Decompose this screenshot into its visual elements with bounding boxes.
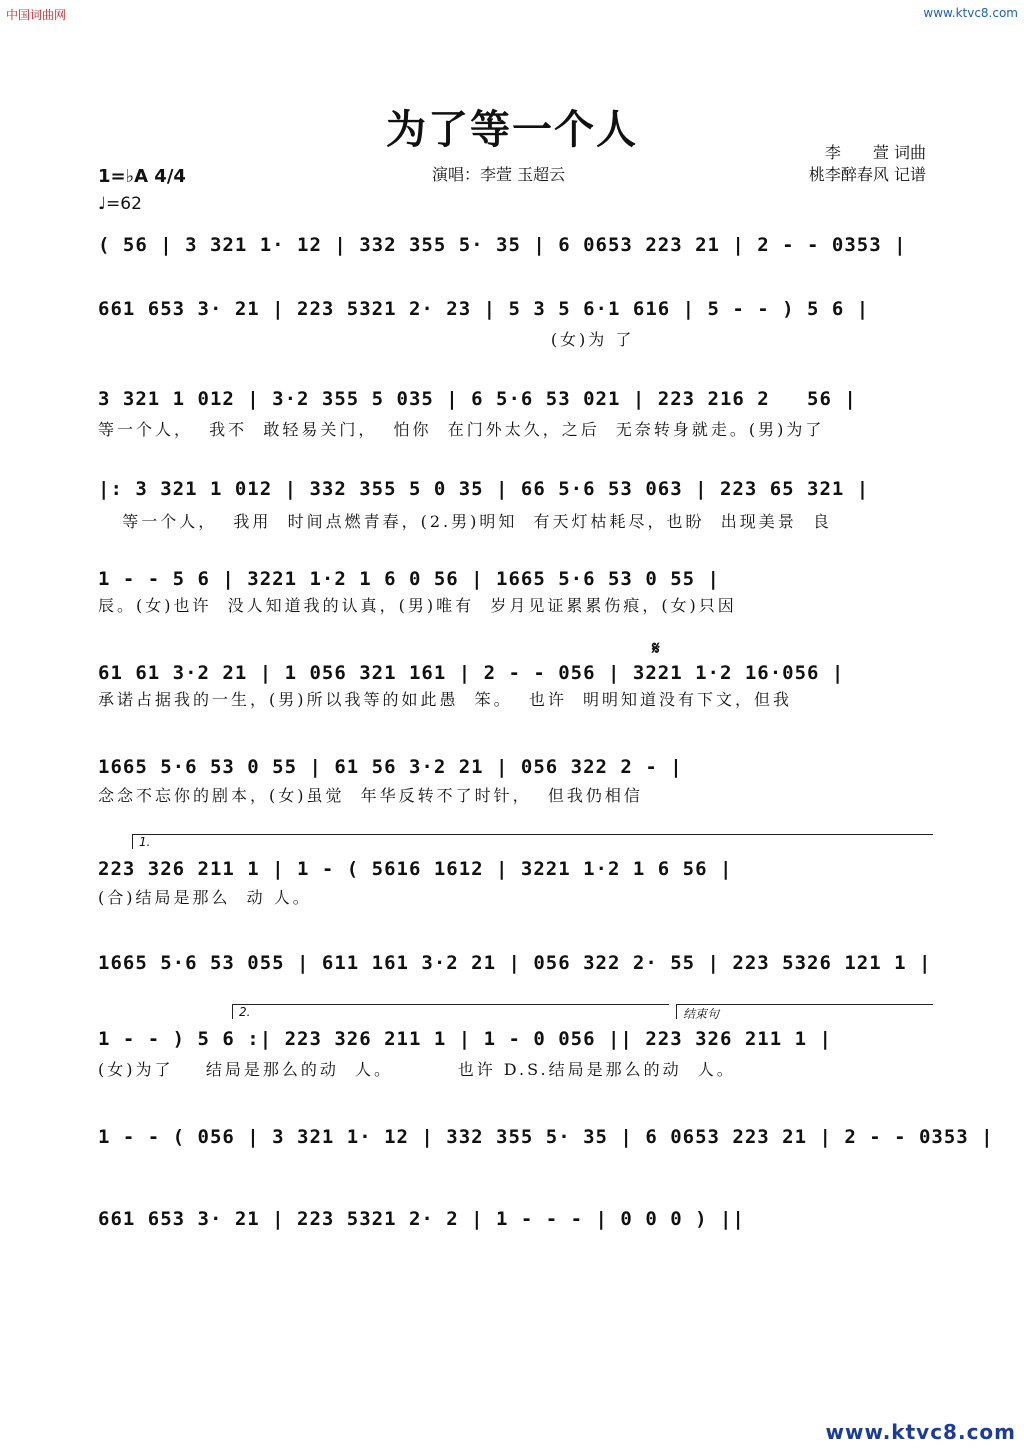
lyrics-row-2: (女)为 了 [98, 330, 635, 349]
site-url[interactable]: www.ktvc8.com [923, 6, 1018, 20]
site-logo-text[interactable]: 中国词曲网 [6, 8, 67, 22]
notation-row-10: 1 - - ) 5 6 :| 223 326 211 1 | 1 - 0 056 || 223 326 211 1 | [98, 1028, 832, 1050]
volta-second-ending: 2. [232, 1004, 669, 1019]
lyrics-row-5: 辰。(女)也许 没人知道我的认真，(男)唯有 岁月见证累累伤痕，(女)只因 [98, 596, 737, 615]
notation-row-6: 61 61 3·2 21 | 1 056 321 161 | 2 - - 056 | 3221 1·2 16·056 | [98, 662, 845, 684]
lyrics-row-3: 等一个人， 我不 敢轻易关门， 怕你 在门外太久，之后 无奈转身就走。(男)为了 [98, 420, 825, 439]
song-title: 为了等一个人 [386, 106, 638, 153]
tempo-marking: ♩=62 [98, 194, 142, 214]
notation-row-5: 1 - - 5 6 | 3221 1·2 1 6 0 56 | 1665 5·6 53 0 55 | [98, 568, 720, 590]
key-signature: 1=♭A 4/4 [98, 166, 186, 187]
credit-lyrics-music: 李 萱 词曲 [824, 143, 926, 162]
notation-row-9: 1665 5·6 53 055 | 611 161 3·2 21 | 056 322 2· 55 | 223 5326 121 1 | [98, 952, 932, 974]
singers: 演唱：李萱 玉超云 [432, 165, 566, 184]
lyrics-row-8: (合)结局是那么 动 人。 [98, 888, 312, 907]
notation-row-8: 223 326 211 1 | 1 - ( 5616 1612 | 3221 1·2 1 6 56 | [98, 858, 733, 880]
bottom-watermark: www.ktvc8.com [825, 1420, 1016, 1444]
ending-label: 结束句 [676, 1004, 933, 1019]
notation-row-2: 661 653 3· 21 | 223 5321 2· 23 | 5 3 5 6·1 616 | 5 - - ) 5 6 | [98, 298, 870, 320]
lyrics-row-4: 等一个人， 我用 时间点燃青春，(2.男)明知 有天灯枯耗尽，也盼 出现美景 良 [98, 512, 832, 531]
notation-row-12: 661 653 3· 21 | 223 5321 2· 2 | 1 - - - | 0 0 0 ) || [98, 1208, 745, 1230]
segno-sign: 𝄋 [652, 638, 660, 659]
credit-transcriber: 桃李醉春风 记谱 [808, 165, 926, 184]
lyrics-row-6: 承诺占据我的一生，(男)所以我等的如此愚 笨。 也许 明明知道没有下文，但我 [98, 690, 793, 709]
notation-row-11: 1 - - ( 056 | 3 321 1· 12 | 332 355 5· 35 | 6 0653 223 21 | 2 - - 0353 | [98, 1126, 994, 1148]
notation-row-3: 3 321 1 012 | 3·2 355 5 035 | 6 5·6 53 021 | 223 216 2 56 | [98, 388, 857, 410]
lyrics-row-10: (女)为了 结局是那么的动 人。 也许 D.S.结局是那么的动 人。 [98, 1060, 736, 1079]
notation-row-4: |: 3 321 1 012 | 332 355 5 0 35 | 66 5·6 53 063 | 223 65 321 | [98, 478, 870, 500]
notation-row-1: ( 56 | 3 321 1· 12 | 332 355 5· 35 | 6 0653 223 21 | 2 - - 0353 | [98, 234, 907, 256]
volta-first-ending: 1. [132, 834, 933, 849]
lyrics-row-7: 念念不忘你的剧本，(女)虽觉 年华反转不了时针， 但我仍相信 [98, 786, 643, 805]
notation-row-7: 1665 5·6 53 0 55 | 61 56 3·2 21 | 056 322 2 - | [98, 756, 683, 778]
